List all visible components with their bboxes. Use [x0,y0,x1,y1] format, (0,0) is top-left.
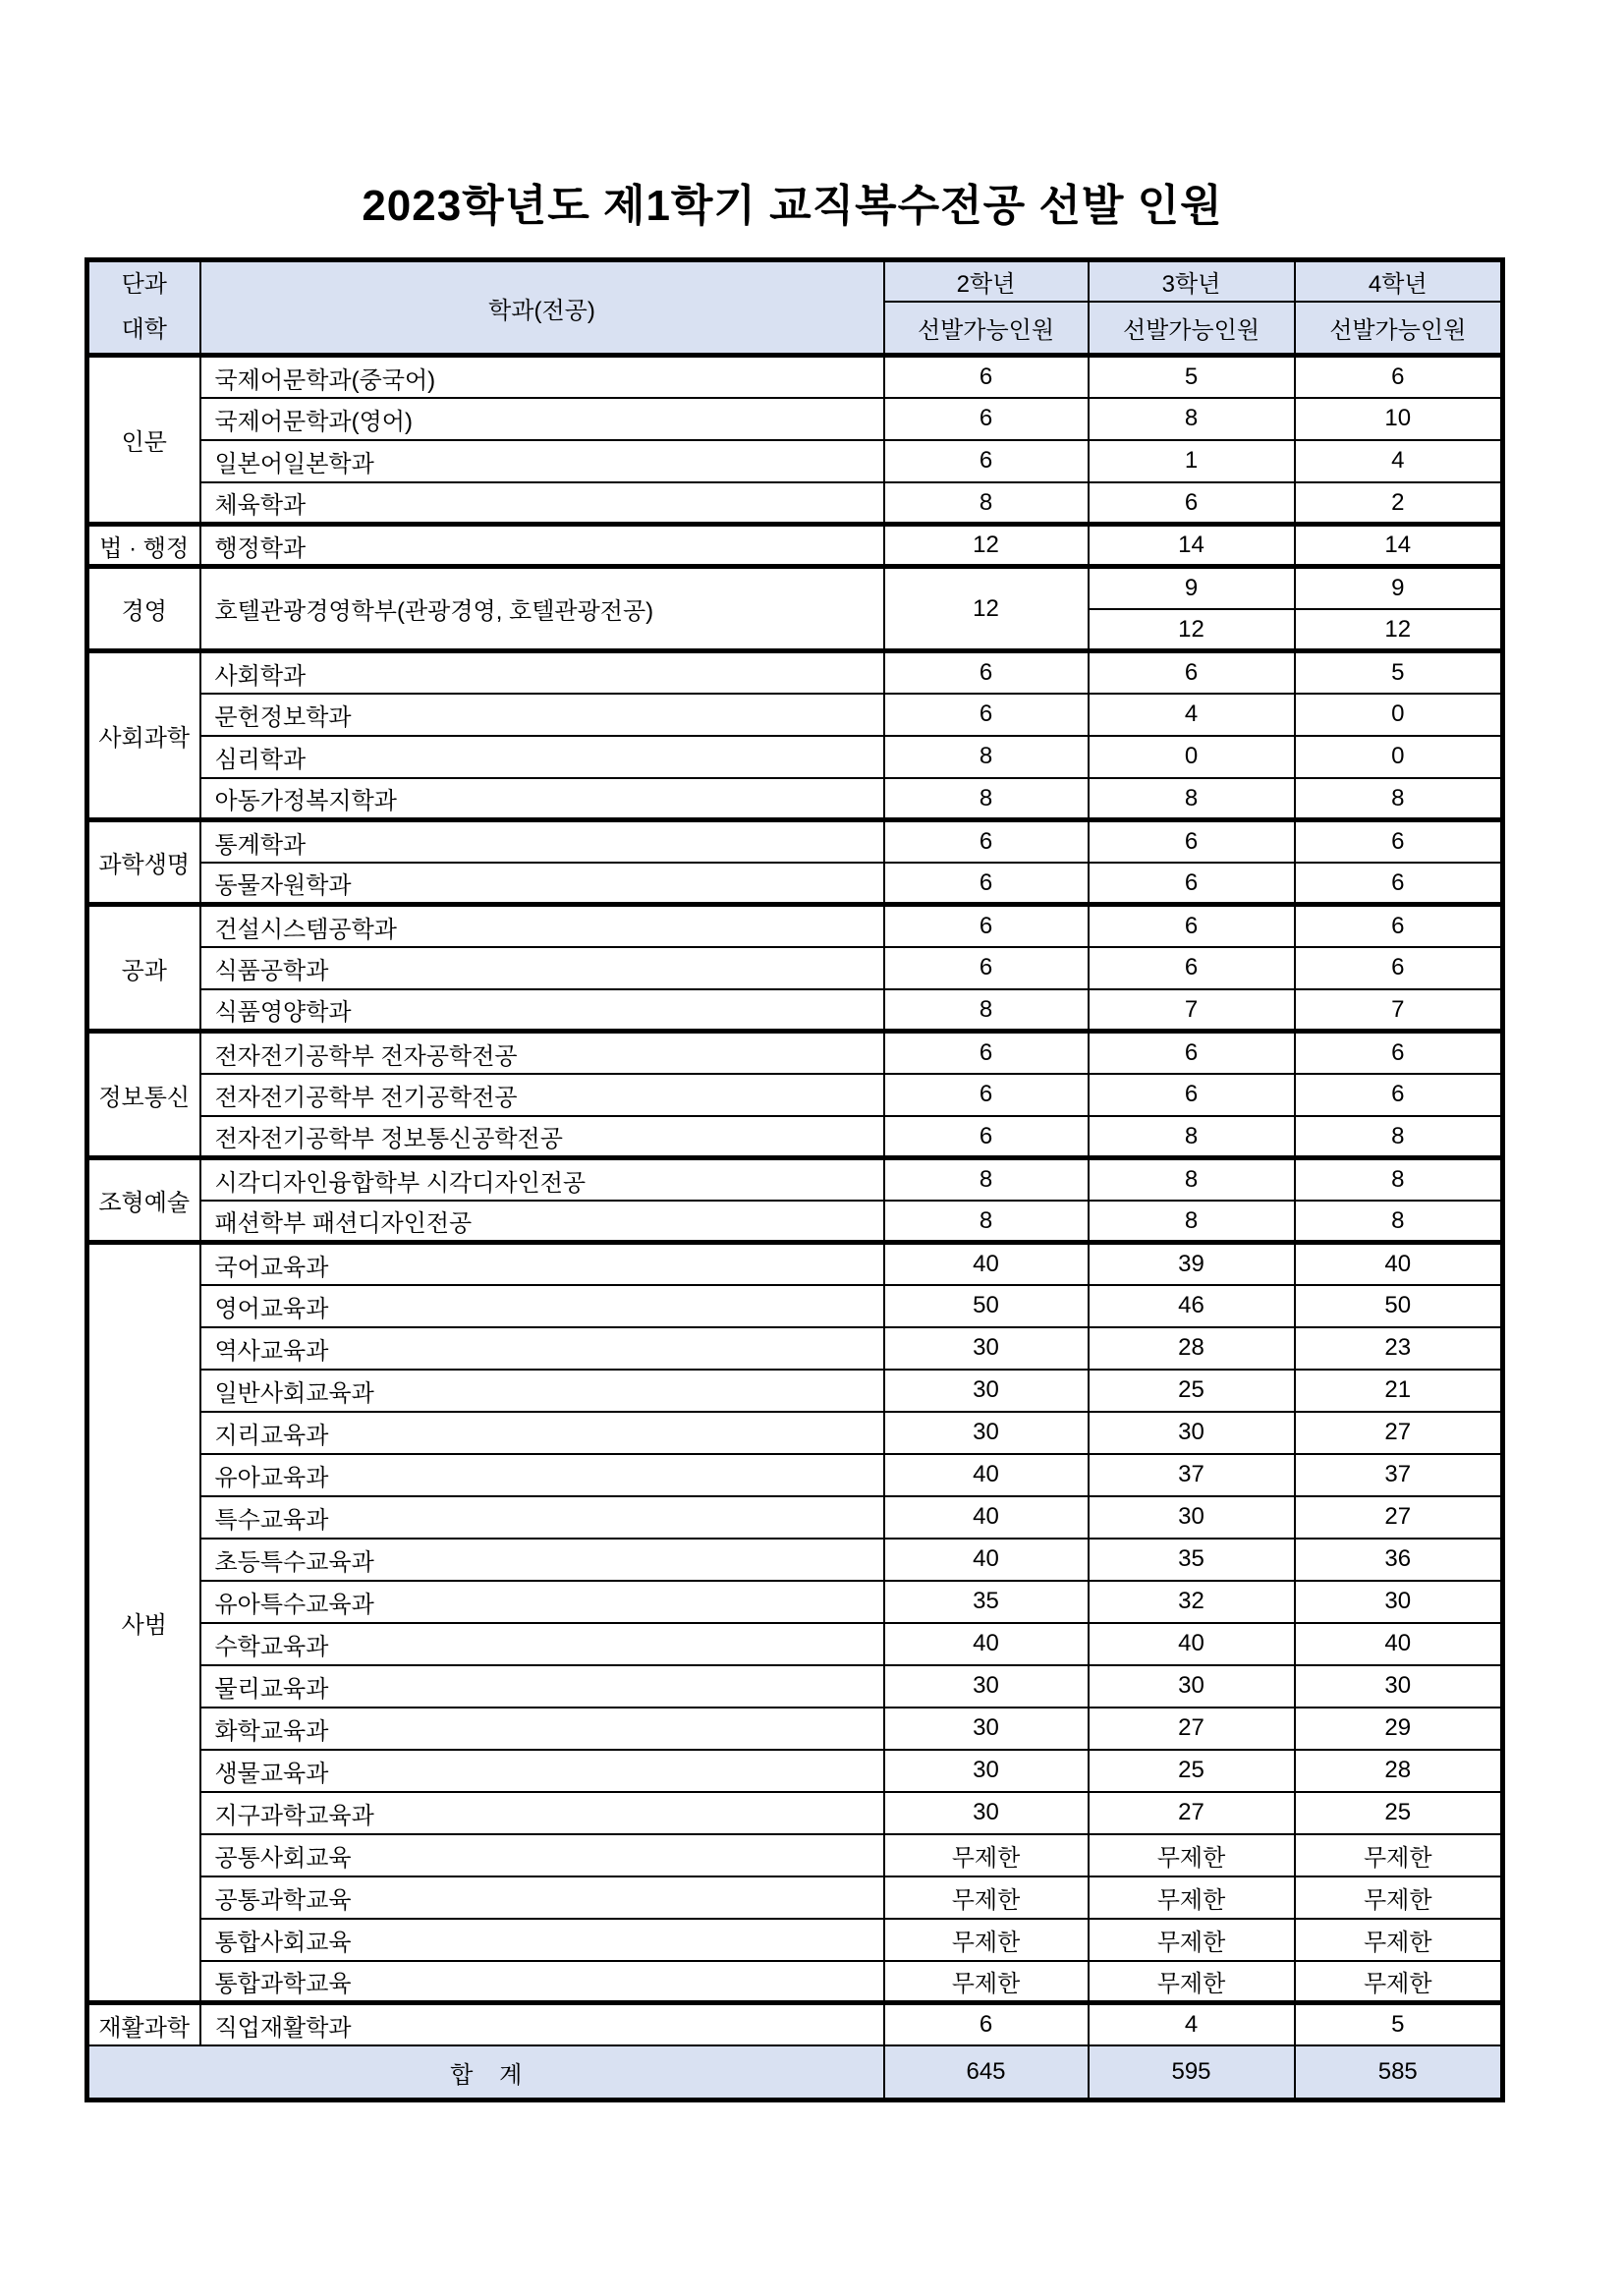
college-cell: 조형예술 [87,1158,200,1243]
department-cell: 지리교육과 [200,1412,884,1454]
value-cell: 6 [1089,651,1295,694]
department-cell: 초등특수교육과 [200,1539,884,1581]
value-cell: 10 [1295,398,1503,440]
value-cell: 1 [1089,440,1295,482]
value-cell: 32 [1089,1581,1295,1623]
header-grade-3: 3학년 [1089,260,1295,302]
value-cell: 6 [1295,863,1503,905]
header-grade-4: 4학년 [1295,260,1503,302]
department-cell: 특수교육과 [200,1496,884,1539]
value-cell: 8 [884,778,1089,820]
value-cell: 무제한 [884,1834,1089,1876]
department-cell: 국제어문학과(중국어) [200,356,884,398]
value-cell: 8 [884,736,1089,778]
value-cell: 25 [1089,1370,1295,1412]
table-row [87,1792,1503,1834]
value-cell: 40 [884,1496,1089,1539]
value-cell: 30 [1295,1665,1503,1708]
table-row [87,694,1503,736]
total-row [87,2045,1503,2100]
value-cell: 6 [1089,1032,1295,1074]
value-cell: 6 [884,1074,1089,1116]
department-cell: 국제어문학과(영어) [200,398,884,440]
value-cell: 40 [884,1539,1089,1581]
department-cell: 통계학과 [200,820,884,863]
value-cell: 6 [1295,947,1503,989]
table-row [87,947,1503,989]
value-cell: 6 [884,820,1089,863]
value-cell: 50 [1295,1285,1503,1327]
value-cell: 30 [884,1665,1089,1708]
value-cell: 30 [884,1708,1089,1750]
header-row-grades [87,260,1503,302]
value-cell: 6 [1089,820,1295,863]
value-cell: 28 [1089,1327,1295,1370]
header-capacity-3: 선발가능인원 [1089,302,1295,356]
department-cell: 식품공학과 [200,947,884,989]
value-cell: 6 [884,905,1089,947]
value-cell: 4 [1089,694,1295,736]
value-cell: 27 [1295,1496,1503,1539]
value-cell: 6 [884,651,1089,694]
table-row [87,482,1503,525]
table-row [87,1074,1503,1116]
value-cell: 30 [884,1750,1089,1792]
college-cell: 사회과학 [87,651,200,820]
value-cell: 8 [1089,1116,1295,1158]
value-cell: 30 [1089,1496,1295,1539]
value-cell: 35 [1089,1539,1295,1581]
college-cell: 정보통신 [87,1032,200,1158]
value-cell: 40 [884,1243,1089,1285]
value-cell: 6 [1089,863,1295,905]
department-cell: 전자전기공학부 전기공학전공 [200,1074,884,1116]
value-cell: 0 [1089,736,1295,778]
value-cell: 무제한 [1089,1919,1295,1961]
value-cell: 무제한 [1089,1961,1295,2003]
header-capacity-2: 선발가능인원 [884,302,1089,356]
value-cell: 6 [884,1032,1089,1074]
value-cell: 14 [1295,525,1503,567]
value-cell: 27 [1295,1412,1503,1454]
department-cell: 건설시스템공학과 [200,905,884,947]
document-body [84,183,1500,2102]
table-row [87,1581,1503,1623]
college-cell: 재활과학 [87,2003,200,2045]
department-cell: 역사교육과 [200,1327,884,1370]
college-cell: 법 · 행정 [87,525,200,567]
table-row [87,1834,1503,1876]
value-cell: 2 [1295,482,1503,525]
value-cell: 0 [1295,736,1503,778]
table-row [87,1750,1503,1792]
department-cell: 일본어일본학과 [200,440,884,482]
value-cell: 40 [1089,1623,1295,1665]
table-row [87,1919,1503,1961]
department-cell: 동물자원학과 [200,863,884,905]
value-cell: 6 [884,947,1089,989]
table-row [87,1243,1503,1285]
value-cell: 6 [1295,1074,1503,1116]
table-row [87,1158,1503,1201]
department-cell: 문헌정보학과 [200,694,884,736]
value-cell: 28 [1295,1750,1503,1792]
header-college-line2: 대학 [121,316,167,344]
table-row [87,778,1503,820]
value-cell: 6 [1295,905,1503,947]
college-cell: 사범 [87,1243,200,2003]
table-row [87,398,1503,440]
value-cell: 27 [1089,1708,1295,1750]
value-cell: 6 [1089,482,1295,525]
department-cell: 공통사회교육 [200,1834,884,1876]
value-cell: 12 [884,525,1089,567]
page-title: 2023학년도 제1학기 교직복수전공 선발 인원 [362,182,1223,230]
department-cell: 전자전기공학부 정보통신공학전공 [200,1116,884,1158]
table-row [87,525,1503,567]
value-cell: 36 [1295,1539,1503,1581]
table-row [87,1201,1503,1243]
department-cell: 심리학과 [200,736,884,778]
department-cell: 유아교육과 [200,1454,884,1496]
department-cell: 사회학과 [200,651,884,694]
value-cell: 0 [1295,694,1503,736]
value-cell: 12 [1089,609,1295,651]
table-row [87,1496,1503,1539]
value-cell: 8 [1089,778,1295,820]
value-cell: 40 [884,1454,1089,1496]
value-cell: 35 [884,1581,1089,1623]
table-row [87,1327,1503,1370]
value-cell: 30 [1089,1665,1295,1708]
value-cell: 5 [1089,356,1295,398]
value-cell: 6 [884,694,1089,736]
value-cell: 8 [884,989,1089,1032]
value-cell: 무제한 [1295,1919,1503,1961]
table-row [87,863,1503,905]
header-department: 학과(전공) [200,260,884,356]
value-cell: 50 [884,1285,1089,1327]
value-cell: 무제한 [884,1876,1089,1919]
college-cell: 과학생명 [87,820,200,905]
college-cell: 공과 [87,905,200,1032]
value-cell: 6 [884,356,1089,398]
table-row [87,820,1503,863]
table-row [87,1285,1503,1327]
table-row [87,1665,1503,1708]
value-cell: 6 [1089,905,1295,947]
value-cell: 6 [884,1116,1089,1158]
value-cell: 30 [884,1370,1089,1412]
value-cell: 8 [1295,1158,1503,1201]
value-cell: 8 [884,1201,1089,1243]
college-cell: 인문 [87,356,200,525]
total-value-grade2: 645 [884,2045,1089,2100]
department-cell: 호텔관광경영학부(관광경영, 호텔관광전공) [200,567,884,651]
value-cell: 30 [884,1412,1089,1454]
table-row [87,1454,1503,1496]
table-row [87,989,1503,1032]
value-cell: 9 [1089,567,1295,609]
value-cell: 6 [1089,947,1295,989]
value-cell: 27 [1089,1792,1295,1834]
value-cell: 40 [884,1623,1089,1665]
selection-table [84,257,1505,2102]
department-cell: 식품영양학과 [200,989,884,1032]
value-cell: 4 [1295,440,1503,482]
value-cell: 40 [1295,1623,1503,1665]
department-cell: 전자전기공학부 전자공학전공 [200,1032,884,1074]
table-row [87,1412,1503,1454]
value-cell: 37 [1089,1454,1295,1496]
table-row [87,1370,1503,1412]
table-row [87,1961,1503,2003]
table-row [87,905,1503,947]
total-value-grade3: 595 [1089,2045,1295,2100]
value-cell: 30 [884,1792,1089,1834]
value-cell: 무제한 [884,1961,1089,2003]
department-cell: 물리교육과 [200,1665,884,1708]
value-cell: 6 [884,440,1089,482]
table-row [87,1876,1503,1919]
value-cell: 8 [1295,1116,1503,1158]
value-cell: 12 [884,567,1089,651]
table-row [87,651,1503,694]
value-cell: 무제한 [1295,1961,1503,2003]
department-cell: 아동가정복지학과 [200,778,884,820]
table-row [87,1623,1503,1665]
value-cell: 6 [1089,1074,1295,1116]
header-capacity-4: 선발가능인원 [1295,302,1503,356]
value-cell: 7 [1089,989,1295,1032]
value-cell: 무제한 [1089,1834,1295,1876]
value-cell: 무제한 [1295,1876,1503,1919]
value-cell: 6 [1295,1032,1503,1074]
department-cell: 시각디자인융합학부 시각디자인전공 [200,1158,884,1201]
table-row [87,1116,1503,1158]
value-cell: 14 [1089,525,1295,567]
total-value-grade4: 585 [1295,2045,1503,2100]
department-cell: 수학교육과 [200,1623,884,1665]
value-cell: 8 [1295,778,1503,820]
value-cell: 8 [1089,1158,1295,1201]
department-cell: 화학교육과 [200,1708,884,1750]
table-footer [87,2045,1503,2100]
value-cell: 6 [1295,356,1503,398]
value-cell: 23 [1295,1327,1503,1370]
department-cell: 영어교육과 [200,1285,884,1327]
value-cell: 8 [1089,398,1295,440]
table-row [87,356,1503,398]
value-cell: 37 [1295,1454,1503,1496]
table-row [87,1708,1503,1750]
value-cell: 46 [1089,1285,1295,1327]
department-cell: 유아특수교육과 [200,1581,884,1623]
value-cell: 30 [1295,1581,1503,1623]
value-cell: 39 [1089,1243,1295,1285]
table-body [87,356,1503,2045]
table-header [87,260,1503,356]
department-cell: 패션학부 패션디자인전공 [200,1201,884,1243]
value-cell: 5 [1295,651,1503,694]
table-row [87,440,1503,482]
value-cell: 6 [1295,820,1503,863]
department-cell: 생물교육과 [200,1750,884,1792]
value-cell: 6 [884,398,1089,440]
value-cell: 5 [1295,2003,1503,2045]
department-cell: 직업재활학과 [200,2003,884,2045]
value-cell: 6 [884,863,1089,905]
table-row [87,736,1503,778]
header-college-line1: 단과 [121,271,167,299]
value-cell: 8 [884,1158,1089,1201]
college-cell: 경영 [87,567,200,651]
value-cell: 7 [1295,989,1503,1032]
value-cell: 21 [1295,1370,1503,1412]
table-row [87,567,1503,609]
department-cell: 지구과학교육과 [200,1792,884,1834]
total-label: 합 계 [87,2045,884,2100]
value-cell: 8 [1089,1201,1295,1243]
value-cell: 무제한 [1089,1876,1295,1919]
department-cell: 일반사회교육과 [200,1370,884,1412]
value-cell: 25 [1295,1792,1503,1834]
value-cell: 30 [1089,1412,1295,1454]
department-cell: 통합과학교육 [200,1961,884,2003]
value-cell: 9 [1295,567,1503,609]
table-row [87,1032,1503,1074]
department-cell: 통합사회교육 [200,1919,884,1961]
department-cell: 국어교육과 [200,1243,884,1285]
table-row [87,2003,1503,2045]
value-cell: 4 [1089,2003,1295,2045]
department-cell: 공통과학교육 [200,1876,884,1919]
value-cell: 8 [884,482,1089,525]
value-cell: 25 [1089,1750,1295,1792]
value-cell: 29 [1295,1708,1503,1750]
table-row [87,1539,1503,1581]
header-college [87,260,200,356]
department-cell: 행정학과 [200,525,884,567]
value-cell: 40 [1295,1243,1503,1285]
value-cell: 30 [884,1327,1089,1370]
header-grade-2: 2학년 [884,260,1089,302]
department-cell: 체육학과 [200,482,884,525]
value-cell: 무제한 [1295,1834,1503,1876]
value-cell: 6 [884,2003,1089,2045]
value-cell: 무제한 [884,1919,1089,1961]
value-cell: 12 [1295,609,1503,651]
value-cell: 8 [1295,1201,1503,1243]
